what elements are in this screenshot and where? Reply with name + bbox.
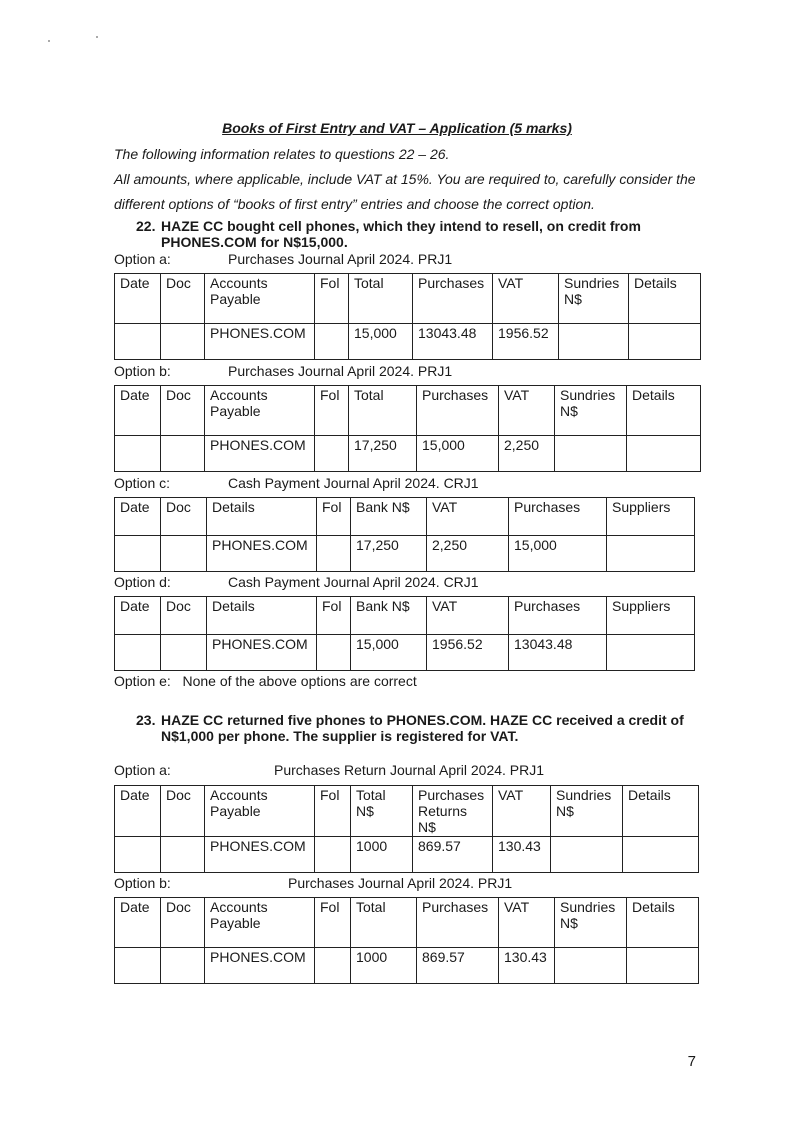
cell: 130.43 (493, 837, 551, 873)
cell (555, 948, 627, 984)
q23-option-b-label: Option b: (114, 875, 171, 891)
col-header: VAT (493, 786, 551, 837)
question-number: 23. (136, 712, 156, 728)
col-header: Details (623, 786, 699, 837)
col-header: Doc (161, 786, 205, 837)
cell: 17,250 (351, 536, 427, 572)
question-text-line-2: PHONES.COM for N$15,000. (161, 234, 348, 250)
cell: 2,250 (499, 436, 555, 472)
col-header: Purchases Returns N$ (413, 786, 493, 837)
cell: 869.57 (413, 837, 493, 873)
col-header: VAT (427, 498, 509, 536)
col-header: Sundries N$ (559, 274, 629, 324)
col-header: Doc (161, 274, 205, 324)
col-header: Purchases (413, 274, 493, 324)
col-header: Bank N$ (351, 597, 427, 635)
col-header: Details (627, 898, 699, 948)
col-header: Fol (315, 386, 349, 436)
cell: 1000 (351, 837, 413, 873)
cell: PHONES.COM (205, 837, 315, 873)
cell (161, 837, 205, 873)
q23-option-a-label: Option a: (114, 762, 171, 778)
cell (161, 635, 207, 671)
cell: 15,000 (509, 536, 607, 572)
cell: 869.57 (417, 948, 499, 984)
cell: 1000 (351, 948, 417, 984)
cell (115, 837, 161, 873)
option-a-journal-title: Purchases Journal April 2024. PRJ1 (228, 251, 453, 267)
col-header: Accounts Payable (205, 274, 315, 324)
cell (629, 324, 701, 360)
col-header: Purchases (509, 597, 607, 635)
col-header: Date (115, 786, 161, 837)
scan-speck (48, 40, 50, 42)
col-header: Details (629, 274, 701, 324)
cell: 13043.48 (509, 635, 607, 671)
cell (315, 837, 351, 873)
cell (315, 324, 349, 360)
cell (115, 536, 161, 572)
col-header: Doc (161, 597, 207, 635)
col-header: Total (349, 386, 417, 436)
col-header: Doc (161, 898, 205, 948)
cell: 13043.48 (413, 324, 493, 360)
col-header: Sundries N$ (551, 786, 623, 837)
cell (623, 837, 699, 873)
journal-table-option-b (114, 385, 701, 472)
journal-table-option-a (114, 273, 701, 360)
cell: 15,000 (351, 635, 427, 671)
cell (627, 948, 699, 984)
col-header: Purchases (417, 386, 499, 436)
col-header: Fol (315, 274, 349, 324)
cell: PHONES.COM (207, 635, 317, 671)
cell (115, 436, 161, 472)
col-header: Total (351, 898, 417, 948)
col-header: Details (207, 597, 317, 635)
col-header: Total (349, 274, 413, 324)
cell (627, 436, 701, 472)
col-header: Fol (315, 898, 351, 948)
cell (161, 324, 205, 360)
col-header: VAT (499, 386, 555, 436)
option-e-text: Option e: None of the above options are correct (114, 673, 417, 689)
cell: PHONES.COM (207, 536, 317, 572)
cell (551, 837, 623, 873)
intro-line-2: All amounts, where applicable, include VAT at 15%. You are required to, carefully consider the (114, 171, 696, 187)
col-header: Date (115, 898, 161, 948)
cell (607, 536, 695, 572)
col-header: VAT (427, 597, 509, 635)
col-header: Date (115, 274, 161, 324)
journal-table-q23-option-a (114, 785, 699, 873)
section-heading: Books of First Entry and VAT – Application (5 marks) (222, 120, 572, 136)
cell (555, 436, 627, 472)
col-header: Accounts Payable (205, 786, 315, 837)
col-header: Suppliers (607, 498, 695, 536)
col-header: Bank N$ (351, 498, 427, 536)
cell (115, 635, 161, 671)
journal-table-q23-option-b (114, 897, 699, 984)
col-header: Purchases (417, 898, 499, 948)
cell: 2,250 (427, 536, 509, 572)
col-header: Accounts Payable (205, 898, 315, 948)
col-header: Fol (315, 786, 351, 837)
col-header: Purchases (509, 498, 607, 536)
col-header: Date (115, 498, 161, 536)
option-b-label: Option b: (114, 363, 171, 379)
cell (161, 948, 205, 984)
q23-option-b-journal-title: Purchases Journal April 2024. PRJ1 (288, 875, 513, 891)
journal-table-option-c (114, 497, 695, 572)
intro-line-1: The following information relates to questions 22 – 26. (114, 146, 450, 162)
col-header: Total N$ (351, 786, 413, 837)
cell: PHONES.COM (205, 436, 315, 472)
col-header: Details (627, 386, 701, 436)
cell: 1956.52 (493, 324, 559, 360)
col-header: Date (115, 386, 161, 436)
cell: 17,250 (349, 436, 417, 472)
cell: PHONES.COM (205, 324, 315, 360)
col-header: Sundries N$ (555, 386, 627, 436)
option-d-label: Option d: (114, 574, 171, 590)
cell: 15,000 (349, 324, 413, 360)
journal-table-option-d (114, 596, 695, 671)
col-header: Fol (317, 498, 351, 536)
col-header: VAT (493, 274, 559, 324)
cell: 1956.52 (427, 635, 509, 671)
cell (607, 635, 695, 671)
col-header: Details (207, 498, 317, 536)
col-header: Accounts Payable (205, 386, 315, 436)
scan-speck (96, 36, 98, 38)
col-header: Doc (161, 386, 205, 436)
cell (559, 324, 629, 360)
col-header: VAT (499, 898, 555, 948)
cell: PHONES.COM (205, 948, 315, 984)
question-22 (136, 218, 706, 250)
cell (317, 635, 351, 671)
option-b-journal-title: Purchases Journal April 2024. PRJ1 (228, 363, 453, 379)
cell (115, 948, 161, 984)
option-d-journal-title: Cash Payment Journal April 2024. CRJ1 (228, 574, 479, 590)
intro-line-3: different options of “books of first entry” entries and choose the correct option. (114, 196, 595, 212)
cell (161, 536, 207, 572)
question-number: 22. (136, 218, 156, 234)
page-number: 7 (687, 1053, 696, 1070)
col-header: Suppliers (607, 597, 695, 635)
question-23 (136, 712, 706, 744)
cell (161, 436, 205, 472)
col-header: Doc (161, 498, 207, 536)
q23-option-a-journal-title: Purchases Return Journal April 2024. PRJ1 (274, 762, 545, 778)
col-header: Sundries N$ (555, 898, 627, 948)
cell: 130.43 (499, 948, 555, 984)
col-header: Date (115, 597, 161, 635)
question-text-line-1: HAZE CC bought cell phones, which they intend to resell, on credit from (161, 218, 641, 234)
option-a-label: Option a: (114, 251, 171, 267)
option-c-label: Option c: (114, 475, 171, 491)
question-text-line-2: N$1,000 per phone. The supplier is registered for VAT. (161, 728, 519, 744)
question-text-line-1: HAZE CC returned five phones to PHONES.COM. HAZE CC received a credit of (161, 712, 684, 728)
cell (317, 536, 351, 572)
cell: 15,000 (417, 436, 499, 472)
col-header: Fol (317, 597, 351, 635)
option-c-journal-title: Cash Payment Journal April 2024. CRJ1 (228, 475, 479, 491)
cell (115, 324, 161, 360)
cell (315, 436, 349, 472)
cell (315, 948, 351, 984)
